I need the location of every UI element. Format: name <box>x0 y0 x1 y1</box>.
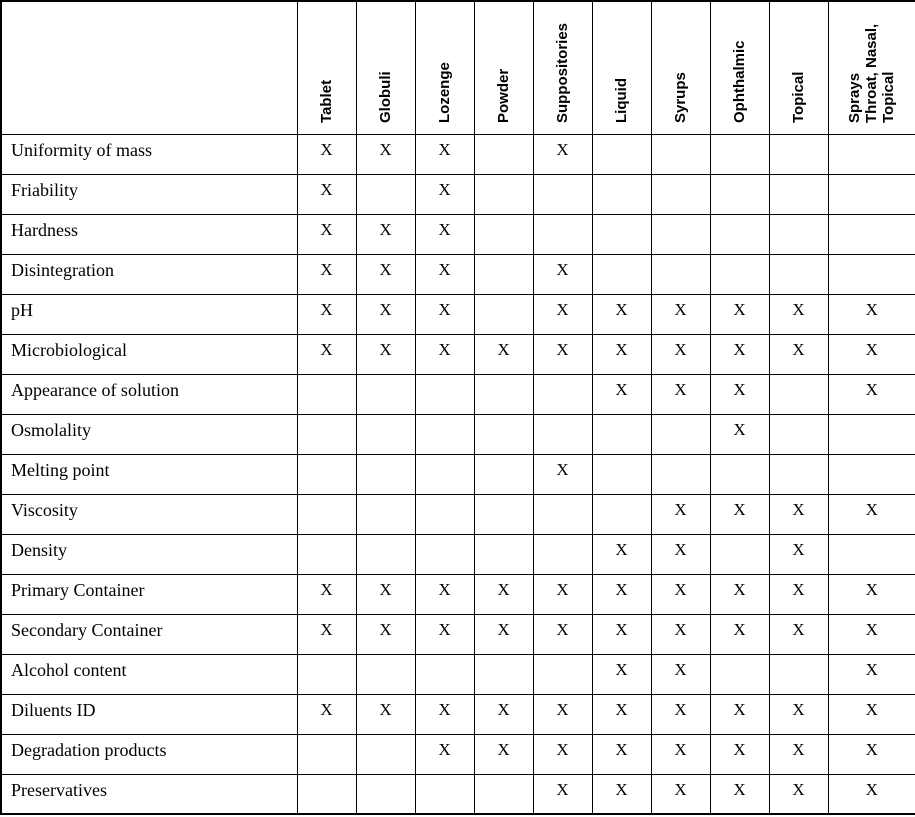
mark-cell-checked: X <box>769 294 828 334</box>
mark-cell-empty <box>828 534 915 574</box>
mark-cell-empty <box>415 494 474 534</box>
mark-cell-empty <box>297 414 356 454</box>
mark-cell-checked: X <box>710 614 769 654</box>
mark-cell-checked: X <box>828 294 915 334</box>
mark-cell-empty <box>356 734 415 774</box>
column-header-label: Syrups <box>672 72 689 124</box>
mark-cell-empty <box>769 654 828 694</box>
mark-cell-checked: X <box>828 494 915 534</box>
mark-cell-checked: X <box>769 334 828 374</box>
row-label: pH <box>1 294 297 334</box>
mark-cell-empty <box>474 494 533 534</box>
mark-cell-checked: X <box>415 134 474 174</box>
column-header-label: Ophthalmic <box>731 40 748 124</box>
mark-cell-empty <box>769 174 828 214</box>
mark-cell-checked: X <box>533 694 592 734</box>
column-header-8 <box>710 1 769 134</box>
mark-cell-checked: X <box>710 694 769 734</box>
mark-cell-empty <box>415 534 474 574</box>
mark-cell-checked: X <box>297 334 356 374</box>
column-header-label: Tablet <box>318 80 335 124</box>
mark-cell-checked: X <box>297 174 356 214</box>
mark-cell-checked: X <box>533 334 592 374</box>
mark-cell-checked: X <box>533 134 592 174</box>
mark-cell-checked: X <box>415 254 474 294</box>
mark-cell-checked: X <box>651 534 710 574</box>
mark-cell-empty <box>356 534 415 574</box>
table-row <box>1 454 915 494</box>
mark-cell-empty <box>828 174 915 214</box>
column-header-label: Suppositories <box>554 23 571 124</box>
column-header-4 <box>474 1 533 134</box>
mark-cell-checked: X <box>651 734 710 774</box>
mark-cell-checked: X <box>533 454 592 494</box>
mark-cell-checked: X <box>710 414 769 454</box>
mark-cell-checked: X <box>474 334 533 374</box>
table-row <box>1 174 915 214</box>
mark-cell-checked: X <box>710 374 769 414</box>
mark-cell-empty <box>474 414 533 454</box>
mark-cell-checked: X <box>533 294 592 334</box>
mark-cell-checked: X <box>533 574 592 614</box>
mark-cell-checked: X <box>356 694 415 734</box>
mark-cell-checked: X <box>651 334 710 374</box>
mark-cell-empty <box>474 534 533 574</box>
mark-cell-checked: X <box>592 774 651 814</box>
mark-cell-empty <box>769 414 828 454</box>
mark-cell-checked: X <box>651 574 710 614</box>
mark-cell-empty <box>828 454 915 494</box>
mark-cell-checked: X <box>415 574 474 614</box>
row-label: Osmolality <box>1 414 297 454</box>
column-header-6 <box>592 1 651 134</box>
header-row <box>1 1 915 134</box>
mark-cell-empty <box>474 454 533 494</box>
row-label: Secondary Container <box>1 614 297 654</box>
mark-cell-checked: X <box>651 774 710 814</box>
mark-cell-empty <box>415 654 474 694</box>
mark-cell-checked: X <box>592 654 651 694</box>
mark-cell-empty <box>769 454 828 494</box>
mark-cell-empty <box>592 454 651 494</box>
mark-cell-checked: X <box>592 614 651 654</box>
row-label: Microbiological <box>1 334 297 374</box>
mark-cell-checked: X <box>415 694 474 734</box>
mark-cell-checked: X <box>415 174 474 214</box>
column-header-5 <box>533 1 592 134</box>
mark-cell-empty <box>710 254 769 294</box>
mark-cell-empty <box>474 654 533 694</box>
mark-cell-empty <box>474 134 533 174</box>
mark-cell-checked: X <box>356 614 415 654</box>
table-row <box>1 334 915 374</box>
mark-cell-checked: X <box>533 614 592 654</box>
mark-cell-checked: X <box>297 254 356 294</box>
mark-cell-empty <box>651 214 710 254</box>
table-row <box>1 694 915 734</box>
row-label: Primary Container <box>1 574 297 614</box>
mark-cell-checked: X <box>769 774 828 814</box>
mark-cell-checked: X <box>769 734 828 774</box>
row-label: Appearance of solution <box>1 374 297 414</box>
mark-cell-empty <box>297 734 356 774</box>
column-header-9 <box>769 1 828 134</box>
mark-cell-empty <box>356 174 415 214</box>
row-label: Preservatives <box>1 774 297 814</box>
mark-cell-checked: X <box>415 294 474 334</box>
mark-cell-checked: X <box>710 574 769 614</box>
mark-cell-checked: X <box>828 374 915 414</box>
mark-cell-empty <box>651 454 710 494</box>
column-header-label: Lozenge <box>436 62 453 124</box>
mark-cell-checked: X <box>592 294 651 334</box>
mark-cell-empty <box>533 374 592 414</box>
column-header-7 <box>651 1 710 134</box>
mark-cell-empty <box>592 254 651 294</box>
mark-cell-checked: X <box>710 494 769 534</box>
mark-cell-empty <box>356 654 415 694</box>
mark-cell-checked: X <box>710 734 769 774</box>
mark-cell-empty <box>533 214 592 254</box>
column-header-label: Globuli <box>377 71 394 124</box>
mark-cell-checked: X <box>592 574 651 614</box>
mark-cell-empty <box>828 254 915 294</box>
mark-cell-empty <box>356 494 415 534</box>
mark-cell-empty <box>651 414 710 454</box>
row-label: Disintegration <box>1 254 297 294</box>
mark-cell-checked: X <box>828 574 915 614</box>
mark-cell-checked: X <box>533 734 592 774</box>
column-header-1 <box>297 1 356 134</box>
mark-cell-empty <box>828 414 915 454</box>
mark-cell-empty <box>710 214 769 254</box>
row-label: Uniformity of mass <box>1 134 297 174</box>
mark-cell-checked: X <box>828 614 915 654</box>
mark-cell-checked: X <box>651 614 710 654</box>
mark-cell-empty <box>415 374 474 414</box>
table-row <box>1 374 915 414</box>
mark-cell-empty <box>533 654 592 694</box>
mark-cell-empty <box>592 214 651 254</box>
mark-cell-empty <box>297 774 356 814</box>
row-label: Melting point <box>1 454 297 494</box>
mark-cell-empty <box>297 454 356 494</box>
column-header-label: Topical <box>790 71 807 124</box>
mark-cell-checked: X <box>710 334 769 374</box>
mark-cell-checked: X <box>710 774 769 814</box>
mark-cell-empty <box>592 414 651 454</box>
mark-cell-checked: X <box>415 214 474 254</box>
mark-cell-empty <box>415 774 474 814</box>
table-row <box>1 254 915 294</box>
mark-cell-empty <box>415 414 474 454</box>
mark-cell-empty <box>651 134 710 174</box>
mark-cell-checked: X <box>297 574 356 614</box>
column-header-2 <box>356 1 415 134</box>
table-row <box>1 414 915 454</box>
mark-cell-checked: X <box>297 134 356 174</box>
mark-cell-empty <box>769 214 828 254</box>
mark-cell-empty <box>651 254 710 294</box>
mark-cell-checked: X <box>297 294 356 334</box>
mark-cell-checked: X <box>592 374 651 414</box>
table-row <box>1 614 915 654</box>
column-header-label: Sprays Throat, Nasal, Topical <box>846 24 898 124</box>
mark-cell-checked: X <box>415 734 474 774</box>
table-row <box>1 534 915 574</box>
mark-cell-checked: X <box>769 534 828 574</box>
mark-cell-checked: X <box>651 654 710 694</box>
mark-cell-checked: X <box>356 214 415 254</box>
mark-cell-empty <box>828 214 915 254</box>
table-row <box>1 734 915 774</box>
mark-cell-empty <box>356 374 415 414</box>
mark-cell-checked: X <box>474 694 533 734</box>
mark-cell-checked: X <box>533 774 592 814</box>
mark-cell-checked: X <box>356 134 415 174</box>
mark-cell-empty <box>769 374 828 414</box>
mark-cell-empty <box>297 374 356 414</box>
mark-cell-empty <box>533 534 592 574</box>
mark-cell-checked: X <box>297 214 356 254</box>
mark-cell-checked: X <box>474 614 533 654</box>
mark-cell-checked: X <box>769 494 828 534</box>
mark-cell-checked: X <box>769 694 828 734</box>
mark-cell-checked: X <box>533 254 592 294</box>
row-label: Hardness <box>1 214 297 254</box>
column-header-label: Liquid <box>613 78 630 124</box>
table-row <box>1 494 915 534</box>
mark-cell-checked: X <box>828 694 915 734</box>
mark-cell-checked: X <box>356 254 415 294</box>
mark-cell-checked: X <box>592 734 651 774</box>
mark-cell-empty <box>474 774 533 814</box>
mark-cell-empty <box>474 254 533 294</box>
mark-cell-empty <box>474 214 533 254</box>
mark-cell-checked: X <box>356 294 415 334</box>
row-label: Density <box>1 534 297 574</box>
mark-cell-checked: X <box>297 694 356 734</box>
mark-cell-checked: X <box>592 534 651 574</box>
column-header-3 <box>415 1 474 134</box>
mark-cell-checked: X <box>651 694 710 734</box>
mark-cell-checked: X <box>651 374 710 414</box>
mark-cell-checked: X <box>592 334 651 374</box>
mark-cell-empty <box>474 294 533 334</box>
mark-cell-empty <box>533 494 592 534</box>
mark-cell-empty <box>297 654 356 694</box>
mark-cell-empty <box>415 454 474 494</box>
mark-cell-empty <box>710 654 769 694</box>
table-row <box>1 774 915 814</box>
mark-cell-empty <box>769 134 828 174</box>
row-label: Viscosity <box>1 494 297 534</box>
mark-cell-empty <box>710 174 769 214</box>
mark-cell-empty <box>474 174 533 214</box>
mark-cell-checked: X <box>828 654 915 694</box>
table-row <box>1 574 915 614</box>
mark-cell-empty <box>710 534 769 574</box>
mark-cell-empty <box>356 414 415 454</box>
mark-cell-checked: X <box>415 334 474 374</box>
table-row <box>1 214 915 254</box>
row-label: Friability <box>1 174 297 214</box>
mark-cell-checked: X <box>356 574 415 614</box>
mark-cell-checked: X <box>828 334 915 374</box>
mark-cell-checked: X <box>651 294 710 334</box>
mark-cell-checked: X <box>474 734 533 774</box>
mark-cell-empty <box>710 134 769 174</box>
mark-cell-empty <box>533 174 592 214</box>
corner-cell <box>1 1 297 134</box>
mark-cell-checked: X <box>769 614 828 654</box>
mark-cell-empty <box>828 134 915 174</box>
mark-cell-empty <box>297 534 356 574</box>
mark-cell-checked: X <box>769 574 828 614</box>
mark-cell-empty <box>474 374 533 414</box>
mark-cell-checked: X <box>474 574 533 614</box>
mark-cell-empty <box>592 494 651 534</box>
row-label: Degradation products <box>1 734 297 774</box>
mark-cell-empty <box>533 414 592 454</box>
mark-cell-empty <box>769 254 828 294</box>
mark-cell-checked: X <box>828 734 915 774</box>
column-header-10 <box>828 1 915 134</box>
table-row <box>1 294 915 334</box>
mark-cell-empty <box>356 454 415 494</box>
row-label: Alcohol content <box>1 654 297 694</box>
mark-cell-checked: X <box>592 694 651 734</box>
row-label: Diluents ID <box>1 694 297 734</box>
mark-cell-checked: X <box>710 294 769 334</box>
mark-cell-empty <box>651 174 710 214</box>
mark-cell-empty <box>356 774 415 814</box>
mark-cell-checked: X <box>297 614 356 654</box>
table-body <box>1 134 915 814</box>
mark-cell-checked: X <box>356 334 415 374</box>
mark-cell-checked: X <box>828 774 915 814</box>
mark-cell-empty <box>592 134 651 174</box>
mark-cell-empty <box>592 174 651 214</box>
mark-cell-checked: X <box>651 494 710 534</box>
mark-cell-empty <box>297 494 356 534</box>
table-row <box>1 654 915 694</box>
column-header-label: Powder <box>495 69 512 124</box>
table-row <box>1 134 915 174</box>
mark-cell-empty <box>710 454 769 494</box>
mark-cell-checked: X <box>415 614 474 654</box>
